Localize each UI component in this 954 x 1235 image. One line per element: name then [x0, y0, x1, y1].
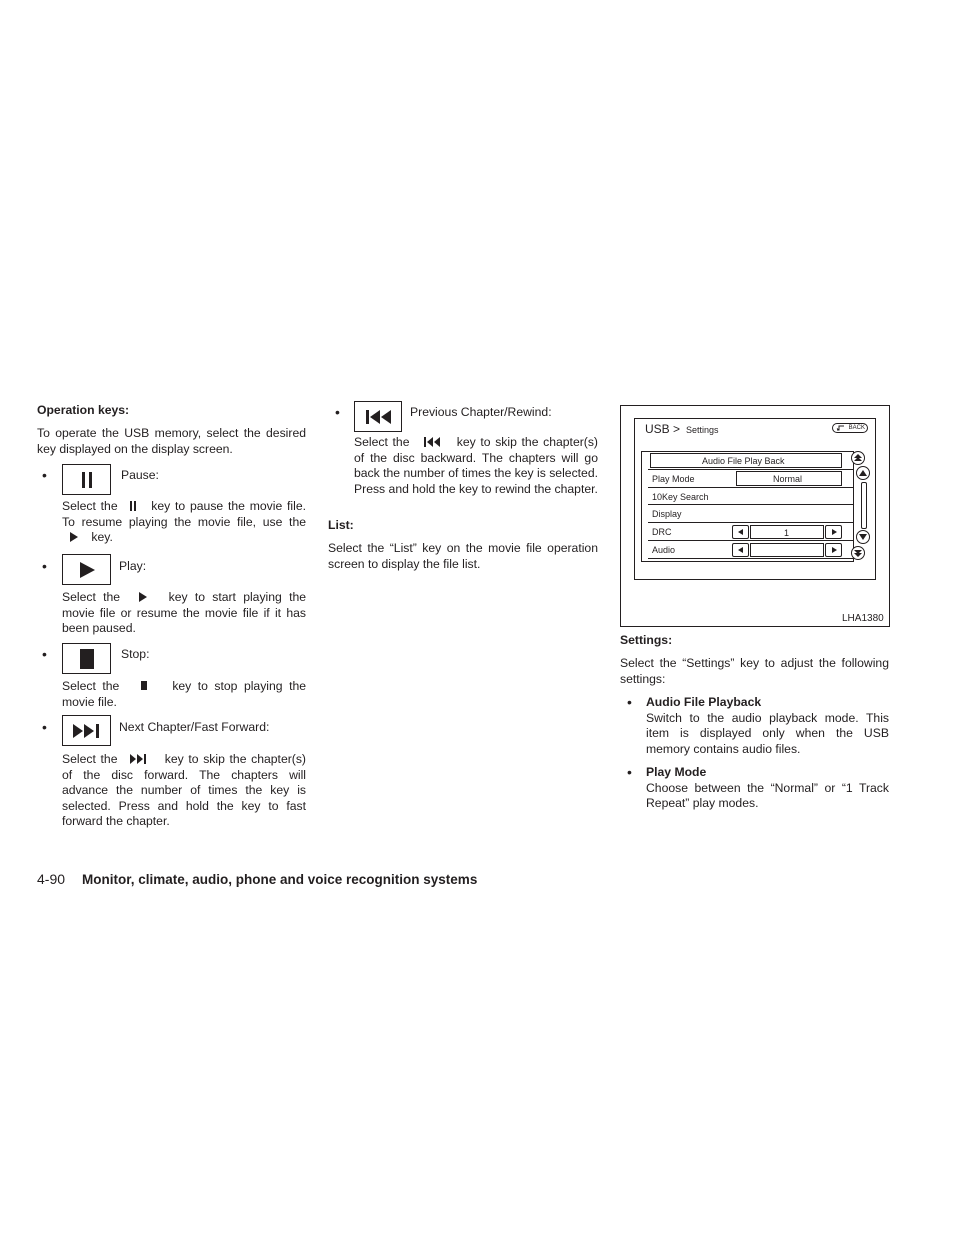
setting-title: Play Mode	[646, 765, 707, 779]
play-icon	[129, 592, 159, 603]
drc-increase-button[interactable]	[825, 525, 842, 539]
prev-desc-b: key to skip the chapter(s) of the disc backward. The chapters will go back the number of times the key is selected. Press and hold the key to rewind the chapter.	[354, 435, 598, 496]
next-description	[62, 752, 306, 830]
pause-desc-a: Select the	[62, 499, 118, 513]
bullet-audio-file-playback: •	[627, 694, 632, 710]
arrow-down-icon	[859, 534, 867, 540]
scroll-page-up-button[interactable]	[851, 451, 865, 465]
play-desc-b: key to start playing the movie file or resume the movie file if it has been paused.	[62, 590, 307, 635]
triangle-right-icon	[831, 529, 837, 535]
operation-keys-heading: Operation keys:	[37, 403, 130, 417]
row-label-display[interactable]: Display	[652, 509, 682, 519]
list-text: Select the “List” key on the movie file operation screen to display the file list.	[328, 541, 598, 571]
prev-description	[354, 435, 598, 497]
setting-title: Audio File Playback	[646, 695, 762, 709]
scroll-down-button[interactable]	[856, 530, 870, 544]
bullet-pause: •	[42, 467, 47, 483]
row-divider	[648, 522, 853, 523]
bullet-play-mode: •	[627, 764, 632, 780]
play-key	[62, 554, 111, 585]
screen-title: USB >	[645, 422, 681, 436]
section-title: Monitor, climate, audio, phone and voice recognition systems	[82, 872, 478, 887]
rewind-icon	[364, 410, 392, 424]
double-arrow-down-icon	[854, 549, 862, 557]
play-icon	[78, 561, 96, 579]
back-label: BACK	[848, 425, 865, 431]
settings-heading: Settings:	[620, 633, 673, 647]
row-label-10key-search[interactable]: 10Key Search	[652, 492, 709, 502]
row-label-audio[interactable]: Audio	[652, 545, 676, 555]
row-divider	[648, 469, 853, 470]
double-arrow-up-icon	[854, 454, 862, 462]
return-arrow-icon	[836, 425, 845, 432]
rewind-icon	[416, 437, 450, 448]
play-icon	[64, 532, 86, 543]
triangle-left-icon	[738, 529, 744, 535]
figure-code: LHA1380	[842, 613, 884, 624]
screen-subtitle: Settings	[686, 425, 719, 435]
triangle-left-icon	[738, 547, 744, 553]
pause-desc-b: key to pause the movie file. To resume playing the movie file, use the	[62, 499, 307, 529]
prev-desc-a: Select the	[354, 435, 410, 449]
next-label: Next Chapter/Fast Forward:	[119, 720, 270, 734]
prev-label: Previous Chapter/Rewind:	[410, 405, 552, 419]
fast-forward-key	[62, 715, 111, 746]
pause-icon	[80, 472, 94, 488]
bullet-prev: •	[335, 404, 340, 420]
row-divider	[648, 504, 853, 505]
scroll-page-down-button[interactable]	[851, 546, 865, 560]
stop-key	[62, 643, 111, 674]
row-divider	[648, 540, 853, 541]
pause-label: Pause:	[121, 468, 159, 482]
list-heading: List:	[328, 518, 354, 532]
menu-header-label: Audio File Play Back	[702, 456, 785, 466]
setting-text: Choose between the “Normal” or “1 Track Repeat” play modes.	[646, 780, 889, 810]
bullet-play: •	[42, 558, 47, 574]
setting-text: Switch to the audio playback mode. This item is displayed only when the USB memory contains audio files.	[646, 710, 889, 756]
pause-key	[62, 464, 111, 495]
pause-icon	[125, 501, 143, 512]
scroll-up-button[interactable]	[856, 466, 870, 480]
stop-desc-b: key to stop playing the movie file.	[62, 679, 307, 709]
row-label-play-mode[interactable]: Play Mode	[652, 474, 695, 484]
play-desc-a: Select the	[62, 590, 121, 604]
triangle-right-icon	[831, 547, 837, 553]
audio-value-box	[750, 543, 824, 557]
row-divider	[648, 487, 853, 488]
operation-keys-intro: To operate the USB memory, select the desired key displayed on the display screen.	[37, 426, 306, 456]
next-desc-a: Select the	[62, 752, 118, 766]
audio-increase-button[interactable]	[825, 543, 842, 557]
setting-audio-file-playback	[646, 695, 889, 757]
stop-description	[62, 679, 306, 710]
stop-desc-a: Select the	[62, 679, 120, 693]
rewind-key	[354, 401, 402, 432]
drc-decrease-button[interactable]	[732, 525, 749, 539]
row-divider	[648, 558, 853, 559]
fast-forward-icon	[73, 724, 101, 738]
setting-play-mode	[646, 765, 889, 812]
pause-desc-c: key.	[91, 530, 113, 544]
settings-intro: Select the “Settings” key to adjust the following settings:	[620, 656, 889, 686]
play-label: Play:	[119, 559, 147, 573]
bullet-stop: •	[42, 646, 47, 662]
play-description	[62, 590, 306, 637]
next-desc-b: key to skip the chapter(s) of the disc forward. The chapters will advance the number of times the key is selected. Press and hold the key to fast forward the chapter.	[62, 752, 306, 828]
audio-decrease-button[interactable]	[732, 543, 749, 557]
fast-forward-icon	[124, 754, 158, 765]
scrollbar-track[interactable]	[861, 482, 867, 529]
stop-icon	[80, 649, 94, 669]
stop-icon	[128, 681, 164, 692]
drc-value: 1	[784, 528, 790, 538]
back-button[interactable]	[832, 423, 868, 433]
bullet-next: •	[42, 719, 47, 735]
row-label-drc[interactable]: DRC	[652, 527, 672, 537]
stop-label: Stop:	[121, 647, 150, 661]
arrow-up-icon	[859, 470, 867, 476]
page-number: 4-90	[37, 871, 66, 887]
play-mode-value: Normal	[773, 474, 803, 484]
pause-description	[62, 499, 306, 546]
